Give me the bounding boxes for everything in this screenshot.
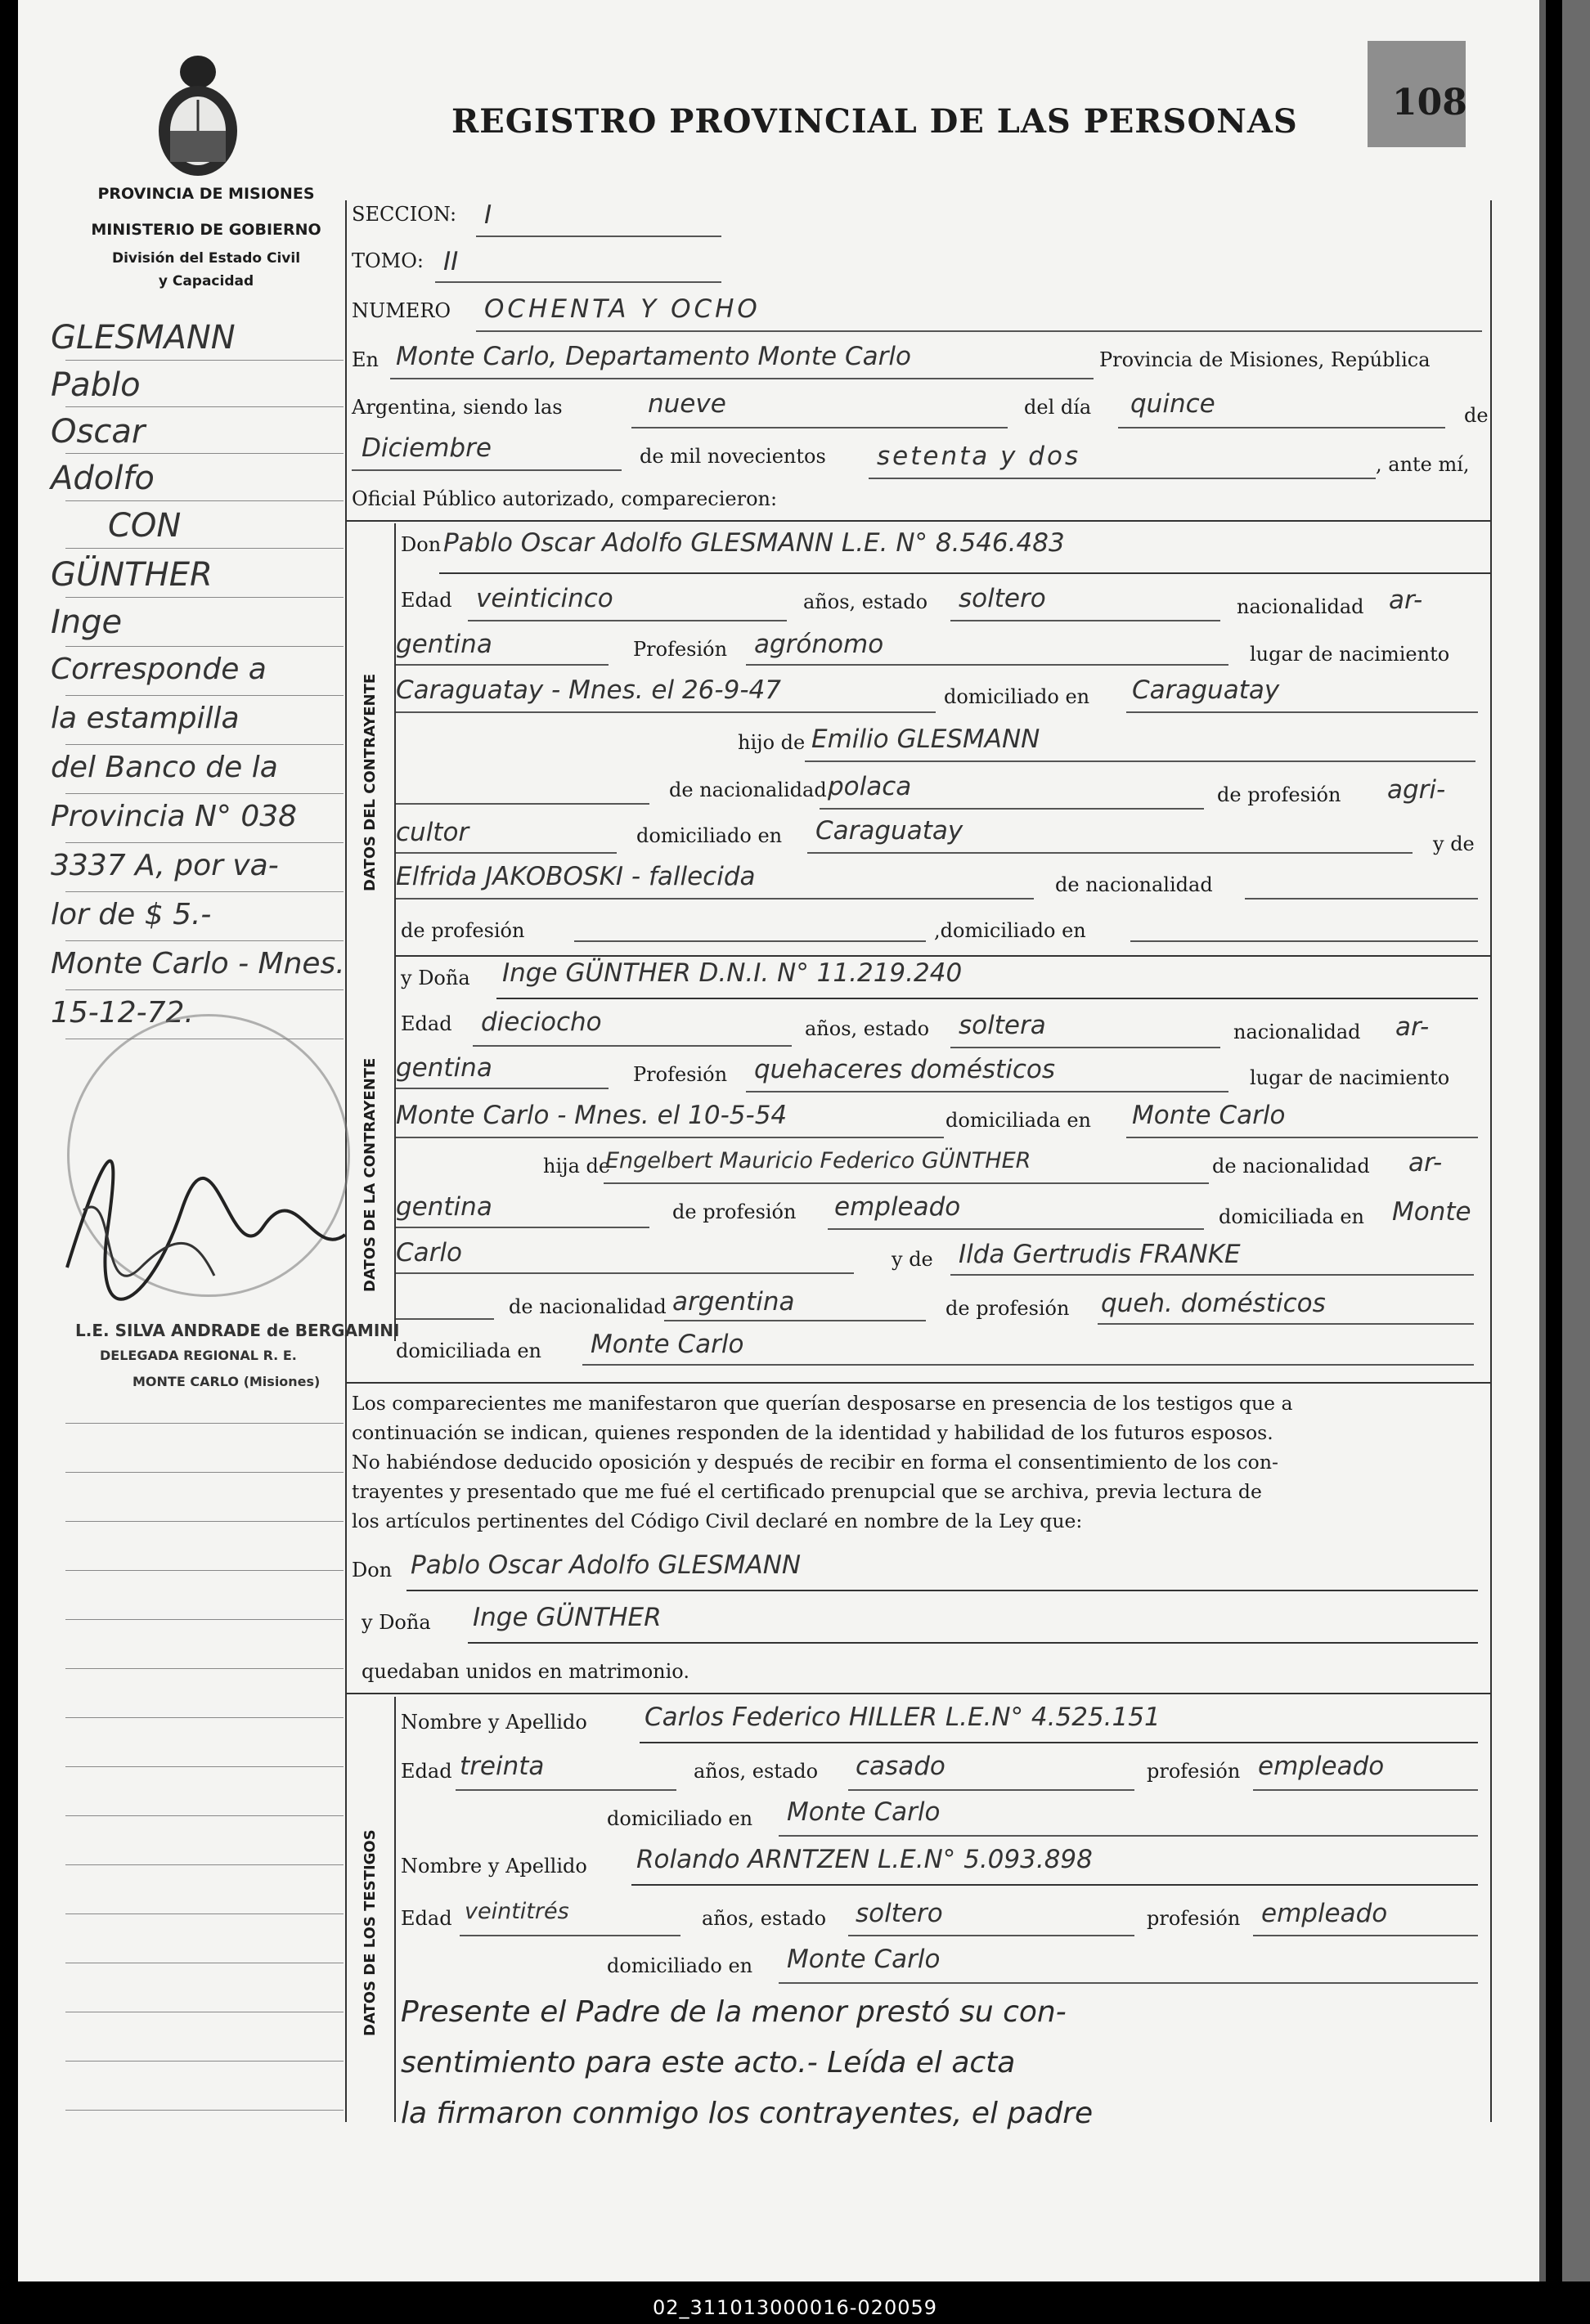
argentina-text: Argentina, siendo las	[352, 396, 563, 419]
groom-padre-nac-line	[820, 808, 1204, 810]
provincia-text: Provincia de Misiones, República	[1099, 348, 1431, 371]
bride-prof: quehaceres domésticos	[754, 1055, 1055, 1084]
groom-don-label: Don	[401, 533, 442, 556]
bride-padre-dom-label: domiciliada en	[1219, 1205, 1364, 1228]
margin-rule	[65, 989, 344, 990]
bride-padre-dom1: Monte	[1392, 1197, 1471, 1227]
groom-padre-prof2: cultor	[396, 818, 469, 847]
coat-of-arms-icon	[149, 49, 247, 180]
bride-padre-line	[604, 1182, 1209, 1184]
decl-dona: Inge GÜNTHER	[473, 1603, 662, 1632]
section-inner-line-2	[394, 1697, 396, 2122]
groom-madre-prof-line	[574, 940, 926, 942]
margin-rule	[65, 744, 344, 745]
margin-note: Oscar	[51, 413, 146, 451]
page-number: 108	[1392, 82, 1467, 123]
bride-hija-label: hija de	[543, 1155, 611, 1178]
bride-madre-dom: Monte Carlo	[591, 1330, 744, 1359]
groom-lugar-label: lugar de nacimiento	[1250, 643, 1450, 666]
margin-note: GÜNTHER	[51, 556, 213, 594]
margin-rule	[65, 2110, 344, 2111]
groom-madre-nac-line	[1245, 898, 1478, 900]
groom-madre-dom-line	[1130, 940, 1478, 942]
margin-note: Inge	[51, 603, 123, 641]
margin-rule	[65, 500, 344, 501]
decl-dona-line	[468, 1642, 1478, 1644]
bride-madre-line	[950, 1274, 1474, 1276]
stamp-name: L.E. SILVA ANDRADE de BERGAMINI	[75, 1321, 400, 1340]
groom-padre-prof1: agri-	[1387, 775, 1446, 805]
margin-rule	[65, 1913, 344, 1914]
margin-rule	[65, 1717, 344, 1718]
groom-madre-dom-label: ,domiciliado en	[934, 919, 1086, 942]
mil-text: de mil novecientos	[640, 445, 826, 468]
decl-don-label: Don	[352, 1559, 393, 1581]
w1-prof-line	[1253, 1789, 1478, 1791]
margin-rule	[65, 2061, 344, 2062]
bride-nac2: gentina	[396, 1053, 492, 1083]
margin-rule	[65, 548, 344, 549]
anio-value: setenta y dos	[877, 442, 1081, 471]
margin-rule	[65, 695, 344, 696]
groom-padre-dom-line	[807, 852, 1413, 854]
margin-note: CON	[108, 507, 182, 545]
w1-edad-line	[456, 1789, 676, 1791]
dia-line	[1118, 427, 1445, 428]
w1-dom-label: domiciliado en	[607, 1807, 753, 1830]
groom-dom-label: domiciliado en	[944, 685, 1090, 708]
bride-madre-prof-label: de profesión	[945, 1297, 1070, 1320]
bride-yde-label: y de	[892, 1248, 933, 1271]
groom-madre: Elfrida JAKOBOSKI - fallecida	[396, 862, 756, 891]
w2-nombre: Rolando ARNTZEN L.E.N° 5.093.898	[636, 1845, 1093, 1874]
numero-label: NUMERO	[352, 299, 451, 322]
groom-nac2: gentina	[396, 630, 492, 659]
margin-note: Provincia N° 038	[51, 800, 298, 833]
bride-madre-dom-label: domiciliada en	[396, 1339, 541, 1362]
margin-rule	[65, 597, 344, 598]
w1-nombre-line	[640, 1742, 1478, 1743]
oficial-text: Oficial Público autorizado, comparecieron:	[352, 487, 778, 510]
bride-lugar-line	[396, 1137, 944, 1138]
w1-dom: Monte Carlo	[787, 1797, 941, 1827]
bride-madre-nac-label: de nacionalidad	[509, 1295, 667, 1318]
bride-padre-dom2: Carlo	[396, 1238, 462, 1267]
signature-icon	[51, 1063, 362, 1325]
margin-rule	[65, 940, 344, 941]
bride-estado: soltera	[959, 1011, 1046, 1040]
bride-madre-prof: queh. domésticos	[1101, 1289, 1326, 1318]
en-line	[390, 378, 1094, 379]
body-line: No habiéndose deducido oposición y después de recibir en forma el consentimiento de los con-	[352, 1451, 1278, 1474]
de-label: de	[1464, 404, 1489, 427]
anio-line	[869, 478, 1376, 479]
bride-edad-label: Edad	[401, 1012, 452, 1035]
w2-estado: soltero	[856, 1899, 943, 1928]
groom-estado-label: años, estado	[803, 590, 928, 613]
register-page	[18, 0, 1546, 2281]
decl-don-line	[406, 1590, 1478, 1591]
mes-value: Diciembre	[362, 433, 492, 463]
seccion-value: I	[484, 200, 492, 230]
mes-line	[352, 469, 622, 471]
bride-lugar: Monte Carlo - Mnes. el 10-5-54	[396, 1101, 788, 1130]
bride-estado-line	[950, 1047, 1220, 1048]
bride-prof-label: Profesión	[633, 1063, 728, 1086]
groom-estado: soltero	[959, 584, 1046, 613]
bride-name: Inge GÜNTHER D.N.I. N° 11.219.240	[502, 958, 963, 988]
w2-dom-line	[779, 1982, 1478, 1984]
bride-lugar-label: lugar de nacimiento	[1250, 1066, 1450, 1089]
bride-blank-line	[396, 1318, 494, 1320]
w2-estado-label: años, estado	[702, 1907, 827, 1930]
groom-padre-dom: Caraguatay	[815, 816, 963, 846]
margin-rule	[65, 1423, 344, 1424]
groom-name: Pablo Oscar Adolfo GLESMANN L.E. N° 8.546.483	[443, 528, 1065, 558]
dia-value: quince	[1130, 389, 1215, 419]
bride-madre-nac-line	[664, 1320, 926, 1321]
bride-padre-prof: empleado	[834, 1192, 961, 1222]
body-line: Los comparecientes me manifestaron que querían desposarse en presencia de los testigos que a	[352, 1392, 1293, 1415]
margin-rule	[65, 360, 344, 361]
groom-dom-line	[1126, 711, 1478, 713]
bride-nac2-line	[396, 1088, 609, 1089]
margin-rule	[65, 1570, 344, 1571]
w1-estado-line	[848, 1789, 1134, 1791]
bride-madre-dom-line	[582, 1364, 1474, 1366]
bride-dona-label: y Doña	[401, 967, 470, 989]
margin-rule	[65, 1815, 344, 1816]
w1-estado: casado	[856, 1752, 945, 1781]
bride-padre-dom2-line	[396, 1272, 854, 1274]
bride-padre-nac2-line	[396, 1227, 649, 1228]
w2-dom-label: domiciliado en	[607, 1954, 753, 1977]
bride-dom: Monte Carlo	[1132, 1101, 1286, 1130]
groom-deprof-label: de profesión	[1217, 783, 1341, 806]
groom-prof: agrónomo	[754, 630, 884, 659]
seccion-line	[476, 236, 721, 237]
w2-prof-label: profesión	[1147, 1907, 1241, 1930]
bride-nac-label: nacionalidad	[1233, 1021, 1361, 1043]
tomo-value: II	[443, 247, 459, 276]
margin-note: la estampilla	[51, 702, 240, 735]
groom-padre-line	[805, 760, 1475, 762]
groom-dom: Caraguatay	[1132, 675, 1280, 705]
groom-padre-nac: polaca	[828, 772, 912, 801]
margin-rule	[65, 1864, 344, 1865]
hora-line	[631, 427, 1008, 428]
w2-estado-line	[848, 1935, 1134, 1936]
en-label: En	[352, 348, 379, 371]
margin-rule	[65, 453, 344, 454]
groom-edad-line	[468, 620, 787, 621]
tomo-line	[435, 281, 721, 283]
w1-estado-label: años, estado	[694, 1760, 819, 1783]
margin-note: Monte Carlo - Mnes.	[51, 947, 345, 980]
groom-padre: Emilio GLESMANN	[811, 725, 1040, 754]
margin-note: GLESMANN	[51, 319, 236, 357]
footer-handwriting: sentimiento para este acto.- Leída el acta	[401, 2046, 1016, 2079]
margin-note: lor de $ 5.-	[51, 898, 212, 931]
margin-rule	[65, 406, 344, 407]
decl-don: Pablo Oscar Adolfo GLESMANN	[411, 1550, 802, 1580]
margin-rule	[65, 646, 344, 647]
w1-nombre: Carlos Federico HILLER L.E.N° 4.525.151	[645, 1703, 1161, 1732]
margin-rule	[65, 1668, 344, 1669]
seccion-label: SECCION:	[352, 203, 457, 226]
ministry-label: MINISTERIO DE GOBIERNO	[91, 221, 321, 239]
bride-padre-nac-label: de nacionalidad	[1212, 1155, 1370, 1178]
margin-note: del Banco de la	[51, 751, 278, 784]
bride-padre-nac1: ar-	[1408, 1148, 1443, 1178]
groom-padre-prof2-line	[396, 852, 617, 854]
bride-nac1: ar-	[1395, 1012, 1430, 1042]
capacity-label: y Capacidad	[158, 273, 254, 289]
margin-rule	[65, 1521, 344, 1522]
bride-madre-nac: argentina	[672, 1287, 795, 1317]
groom-prof-line	[746, 664, 1228, 666]
margin-rule	[65, 793, 344, 794]
bride-padre-prof-label: de profesión	[672, 1200, 797, 1223]
w1-prof-label: profesión	[1147, 1760, 1241, 1783]
w2-nombre-label: Nombre y Apellido	[401, 1855, 587, 1878]
footer-handwriting: la firmaron conmigo los contrayentes, el padre	[401, 2097, 1094, 2130]
bride-edad-line	[473, 1045, 792, 1047]
body-line: continuación se indican, quienes responden de la identidad y habilidad de los futuros esposos.	[352, 1421, 1273, 1444]
w2-prof-line	[1253, 1935, 1478, 1936]
margin-rule	[65, 1472, 344, 1473]
groom-madre-prof-label: de profesión	[401, 919, 525, 942]
witnesses-top-line	[345, 1693, 1490, 1694]
footer-handwriting: Presente el Padre de la menor prestó su con-	[401, 1995, 1067, 2029]
groom-hijo-label: hijo de	[738, 731, 806, 754]
body-line: trayentes y presentado que me fué el certificado prenupcial que se archiva, previa lectura de	[352, 1480, 1262, 1503]
bride-name-line	[496, 998, 1478, 999]
w2-edad: veintitrés	[465, 1899, 569, 1924]
page-title: REGISTRO PROVINCIAL DE LAS PERSONAS	[451, 102, 1298, 141]
groom-nac-label: nacionalidad	[1237, 595, 1364, 618]
frame-right-line	[1490, 200, 1492, 2122]
decl-dona-label: y Doña	[362, 1611, 431, 1634]
groom-lugar-line	[396, 711, 936, 713]
tomo-label: TOMO:	[352, 249, 424, 272]
margin-note: Corresponde a	[51, 653, 267, 686]
bride-padre-nac2: gentina	[396, 1192, 492, 1222]
w2-edad-line	[460, 1935, 680, 1936]
w1-dom-line	[779, 1835, 1478, 1837]
witnesses-section-label: DATOS DE LOS TESTIGOS	[362, 1829, 379, 2036]
groom-blank-line	[396, 803, 649, 805]
division-label: División del Estado Civil	[111, 250, 301, 267]
body-line: los artículos pertinentes del Código Civil declaré en nombre de la Ley que:	[352, 1510, 1083, 1532]
image-caption: 02_311013000016-020059	[652, 2296, 938, 2319]
margin-rule	[65, 1766, 344, 1767]
section-top-line	[345, 520, 1490, 522]
groom-nac1: ar-	[1389, 585, 1423, 615]
groom-lugar: Caraguatay - Mnes. el 26-9-47	[396, 675, 781, 705]
groom-nac2-line	[396, 664, 609, 666]
margin-note: Pablo	[51, 366, 141, 404]
w2-edad-label: Edad	[401, 1907, 452, 1930]
w1-nombre-label: Nombre y Apellido	[401, 1711, 587, 1734]
w2-dom: Monte Carlo	[787, 1945, 941, 1974]
w2-nombre-line	[631, 1884, 1478, 1886]
bride-edad: dieciocho	[481, 1007, 602, 1037]
margin-rule	[65, 891, 344, 892]
bride-section-bottom	[345, 1382, 1490, 1384]
w1-edad-label: Edad	[401, 1760, 452, 1783]
bride-estado-label: años, estado	[805, 1017, 930, 1040]
groom-name-line	[439, 572, 1490, 574]
groom-edad: veinticinco	[476, 584, 613, 613]
margin-note: 3337 A, por va-	[51, 849, 279, 882]
bride-padre: Engelbert Mauricio Federico GÜNTHER	[605, 1148, 1031, 1173]
bride-dom-line	[1126, 1137, 1478, 1138]
groom-prof-label: Profesión	[633, 638, 728, 661]
w1-prof: empleado	[1258, 1752, 1385, 1781]
groom-section-bottom	[394, 955, 1490, 957]
bride-padre-prof-line	[828, 1228, 1204, 1230]
stamp-place: MONTE CARLO (Misiones)	[132, 1374, 321, 1389]
margin-rule	[65, 1619, 344, 1620]
groom-padre-dom-label: domiciliado en	[636, 824, 783, 847]
bride-section-label: DATOS DE LA CONTRAYENTE	[362, 1057, 379, 1292]
ante-mi-text: , ante mí,	[1376, 453, 1470, 476]
w1-edad: treinta	[460, 1752, 545, 1781]
province-label: PROVINCIA DE MISIONES	[97, 185, 315, 203]
en-value: Monte Carlo, Departamento Monte Carlo	[396, 342, 911, 371]
bride-madre-prof-line	[1098, 1323, 1474, 1325]
groom-madre-line	[396, 898, 1034, 900]
bride-dom-label: domiciliada en	[945, 1109, 1091, 1132]
book-spine	[1562, 0, 1590, 2281]
groom-estado-line	[950, 620, 1220, 621]
groom-denac-label: de nacionalidad	[669, 778, 827, 801]
margin-note: Adolfo	[51, 460, 155, 497]
hora-value: nueve	[648, 389, 726, 419]
groom-yde-label: y de	[1433, 832, 1475, 855]
groom-edad-label: Edad	[401, 589, 452, 612]
stamp-role: DELEGADA REGIONAL R. E.	[100, 1348, 297, 1363]
groom-madre-nac-label: de nacionalidad	[1055, 873, 1213, 896]
matrimonio-text: quedaban unidos en matrimonio.	[362, 1660, 689, 1683]
margin-note: 15-12-72.	[51, 996, 194, 1030]
margin-rule	[65, 842, 344, 843]
groom-section-label: DATOS DEL CONTRAYENTE	[362, 673, 379, 891]
bride-madre: Ilda Gertrudis FRANKE	[959, 1240, 1241, 1269]
bride-prof-line	[746, 1091, 1228, 1092]
del-dia-label: del día	[1024, 396, 1092, 419]
w2-prof: empleado	[1261, 1899, 1388, 1928]
numero-value: OCHENTA Y OCHO	[484, 294, 761, 324]
numero-line	[476, 330, 1482, 332]
